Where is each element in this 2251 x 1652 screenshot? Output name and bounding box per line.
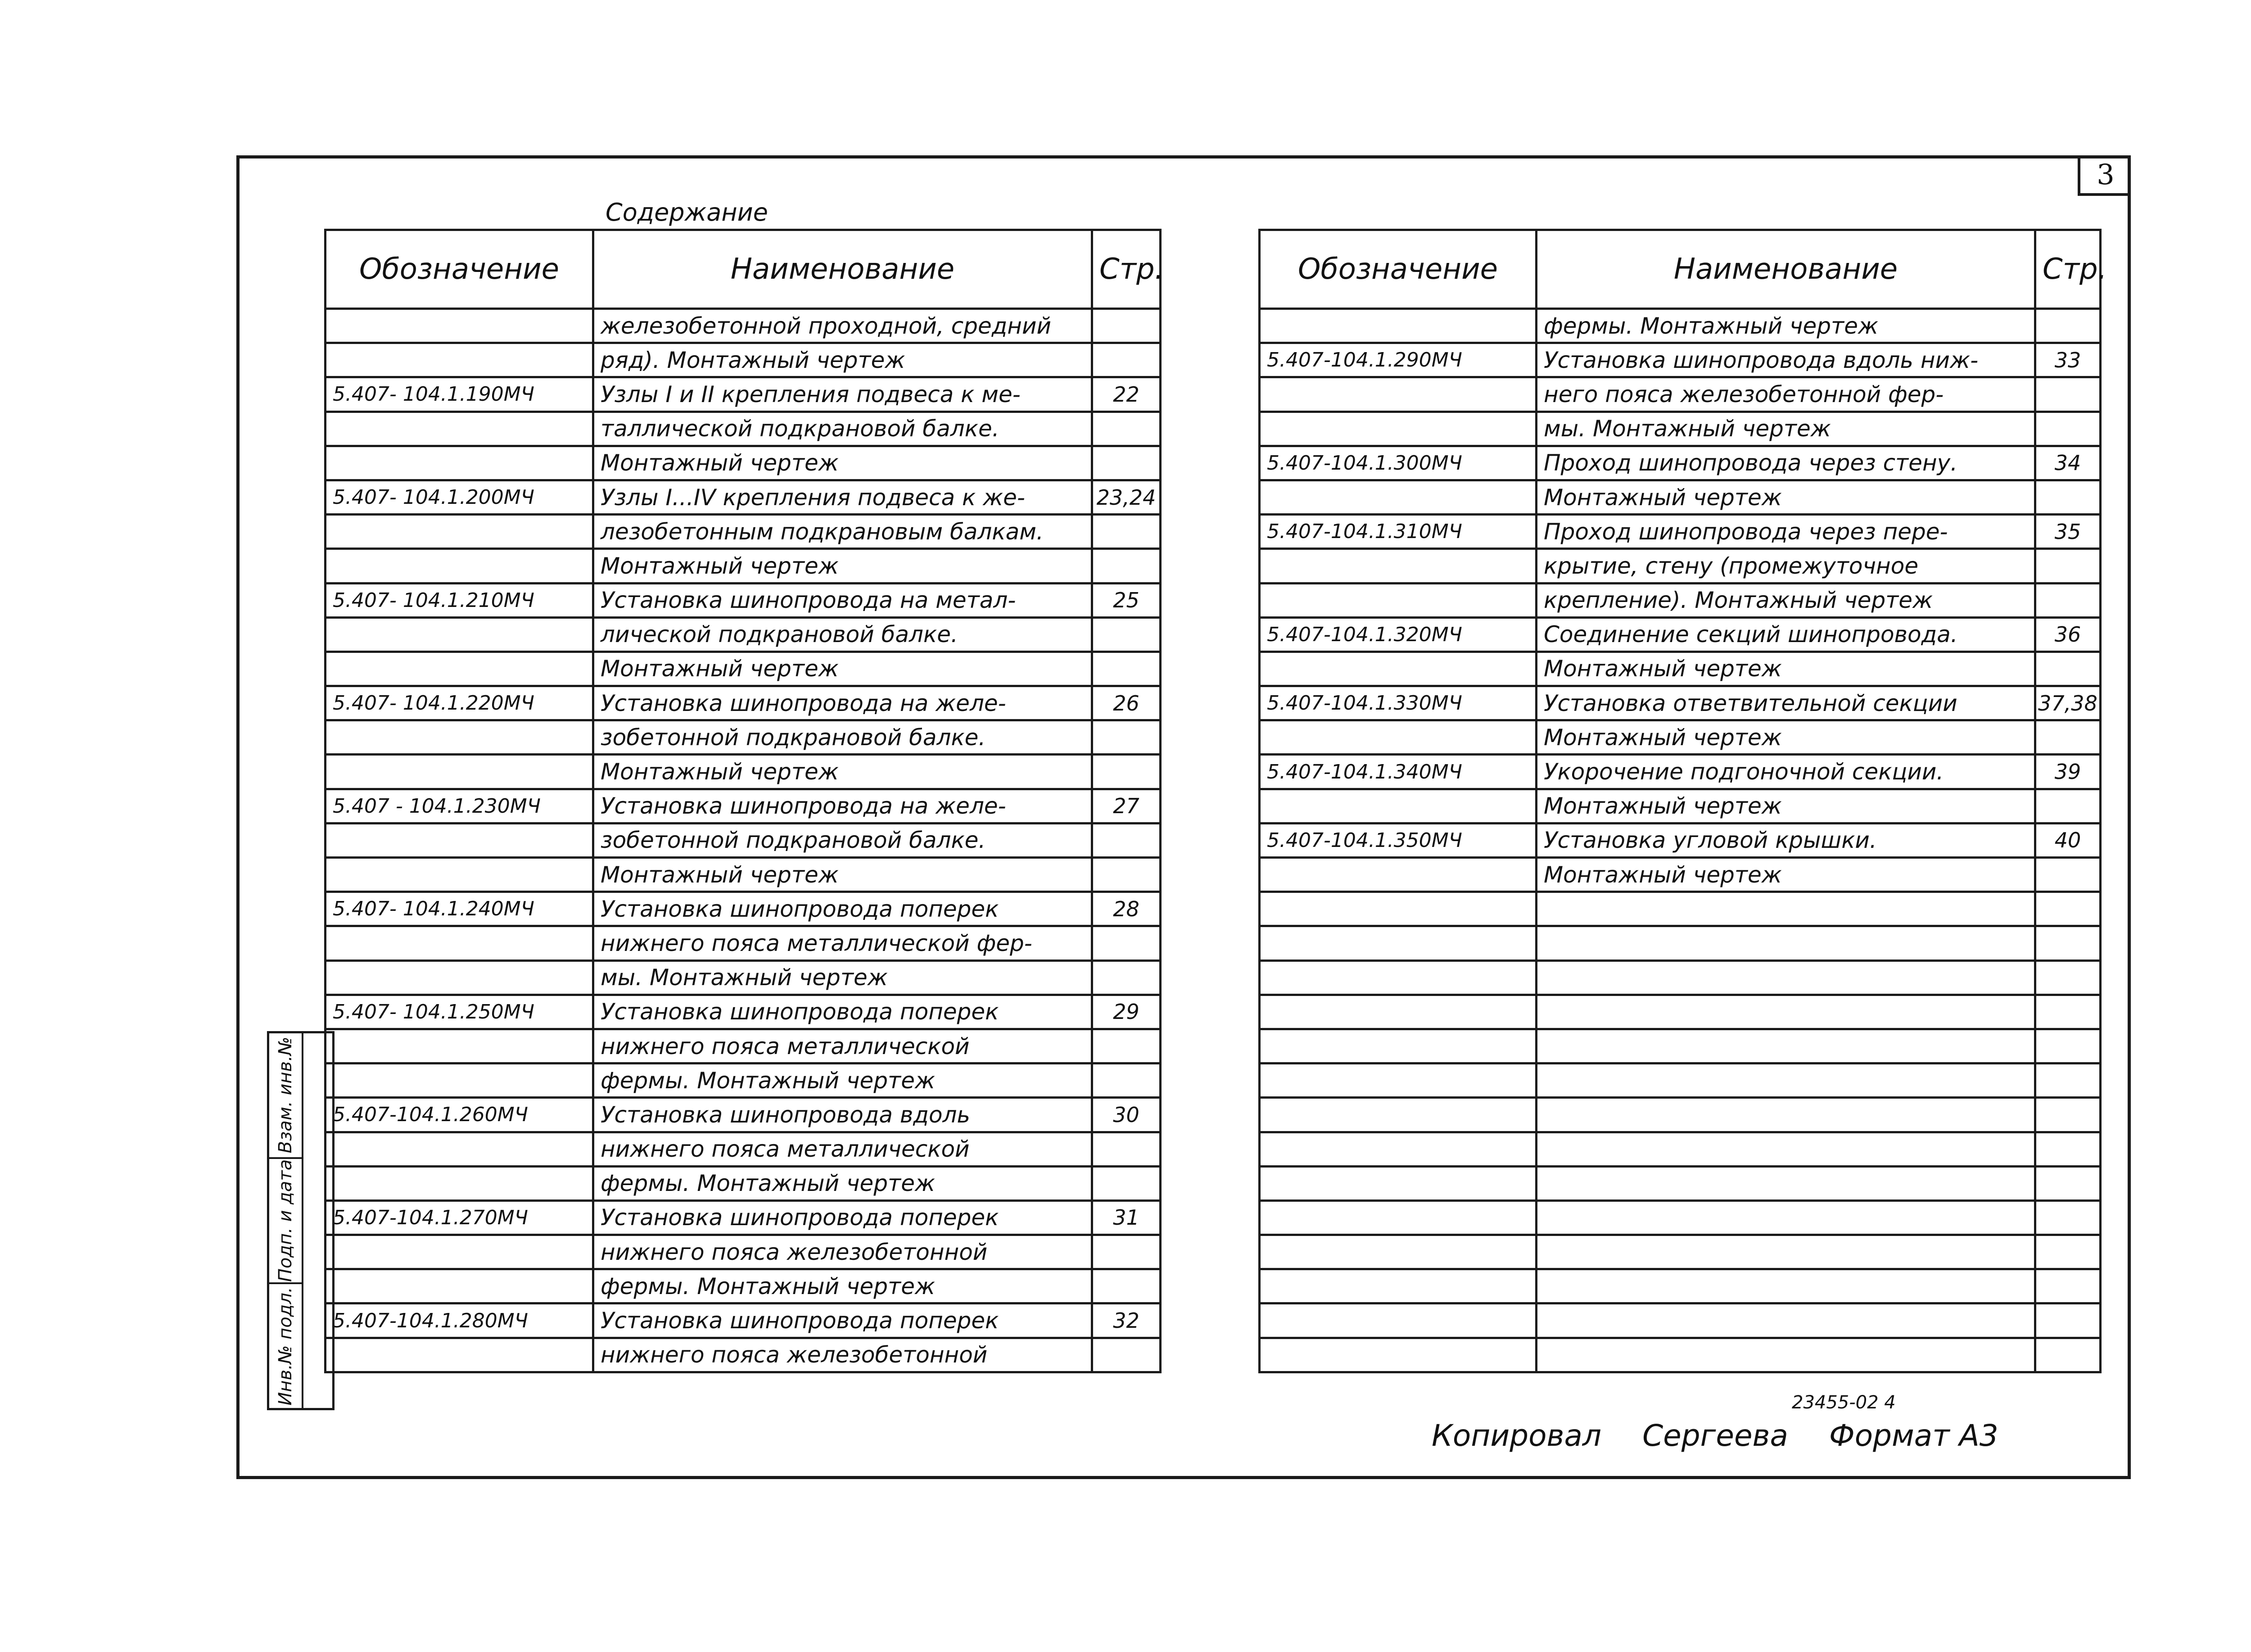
designation-cell <box>1260 549 1537 583</box>
page-cell: 35 <box>2035 515 2101 549</box>
page-cell <box>2035 1235 2101 1269</box>
table-row <box>325 926 1161 960</box>
designation-cell <box>1260 1338 1537 1372</box>
table-row <box>1260 926 2101 960</box>
table-row <box>325 1064 1161 1098</box>
table-row <box>1260 1098 2101 1132</box>
page-cell: 36 <box>2035 617 2101 652</box>
name-cell: Монтажный чертеж <box>593 755 1092 789</box>
table-row <box>1260 1132 2101 1166</box>
designation-cell: 5.407-104.1.300МЧ <box>1260 446 1537 480</box>
table-row <box>325 446 1161 480</box>
page-cell: 22 <box>1092 377 1161 412</box>
page-cell: 27 <box>1092 789 1161 823</box>
name-cell: Установка ответвительной секции <box>1537 686 2035 720</box>
name-cell <box>1537 1166 2035 1200</box>
page-cell <box>2035 377 2101 412</box>
table-row <box>1260 1200 2101 1235</box>
page-cell <box>2035 309 2101 343</box>
page-cell <box>1092 1269 1161 1303</box>
page-cell <box>1092 617 1161 652</box>
name-cell: лезобетонным подкрановым балкам. <box>593 515 1092 549</box>
page-cell <box>2035 1338 2101 1372</box>
page-cell <box>1092 1235 1161 1269</box>
table-row <box>1260 858 2101 892</box>
header-row <box>1260 230 2101 309</box>
page-cell <box>2035 583 2101 617</box>
designation-cell <box>1260 377 1537 412</box>
name-cell: Монтажный чертеж <box>1537 480 2035 514</box>
name-cell: крепление). Монтажный чертеж <box>1537 583 2035 617</box>
table-row <box>1260 1029 2101 1063</box>
name-cell: Монтажный чертеж <box>593 858 1092 892</box>
table-row <box>1260 377 2101 412</box>
table-row <box>325 720 1161 755</box>
designation-cell <box>1260 1064 1537 1098</box>
designation-cell <box>325 960 593 995</box>
designation-cell <box>1260 1269 1537 1303</box>
page-cell <box>1092 960 1161 995</box>
name-cell <box>1537 1098 2035 1132</box>
page-cell <box>1092 1064 1161 1098</box>
contents-table-right <box>1258 229 2107 1373</box>
designation-cell <box>1260 480 1537 514</box>
table-row <box>1260 892 2101 926</box>
header-page: Стр. <box>1092 230 1161 309</box>
page-cell <box>2035 960 2101 995</box>
table-row <box>325 1303 1161 1338</box>
designation-cell: 5.407- 104.1.240МЧ <box>325 892 593 926</box>
table-row <box>325 617 1161 652</box>
name-cell: Узлы I...IV крепления подвеса к же- <box>593 480 1092 514</box>
name-cell: Монтажный чертеж <box>1537 789 2035 823</box>
side-stamp-labels <box>269 1033 303 1408</box>
designation-cell <box>1260 1235 1537 1269</box>
designation-cell: 5.407-104.1.270МЧ <box>325 1200 593 1235</box>
name-cell: зобетонной подкрановой балке. <box>593 720 1092 755</box>
designation-cell <box>1260 412 1537 446</box>
table-row <box>325 1269 1161 1303</box>
designation-cell: 5.407- 104.1.210МЧ <box>325 583 593 617</box>
designation-cell <box>1260 892 1537 926</box>
designation-cell <box>1260 858 1537 892</box>
page-cell: 32 <box>1092 1303 1161 1338</box>
designation-cell <box>325 652 593 686</box>
name-cell: Установка шинопровода поперек <box>593 892 1092 926</box>
side-stamp-cell <box>269 1033 302 1159</box>
name-cell <box>1537 892 2035 926</box>
name-cell: Монтажный чертеж <box>1537 858 2035 892</box>
table-row <box>1260 1303 2101 1338</box>
page-cell: 25 <box>1092 583 1161 617</box>
name-cell <box>1537 1338 2035 1372</box>
table-row <box>325 686 1161 720</box>
page-cell: 26 <box>1092 686 1161 720</box>
name-cell: фермы. Монтажный чертеж <box>593 1269 1092 1303</box>
name-cell: мы. Монтажный чертеж <box>593 960 1092 995</box>
table-row <box>325 1200 1161 1235</box>
page-cell <box>1092 858 1161 892</box>
designation-cell <box>325 1338 593 1372</box>
page-cell <box>1092 1166 1161 1200</box>
page-cell: 28 <box>1092 892 1161 926</box>
name-cell: фермы. Монтажный чертеж <box>593 1166 1092 1200</box>
designation-cell <box>1260 1029 1537 1063</box>
side-stamp-cell <box>269 1159 302 1285</box>
table-row <box>325 343 1161 377</box>
name-cell <box>1537 1064 2035 1098</box>
page-cell: 29 <box>1092 995 1161 1029</box>
table-row <box>1260 960 2101 995</box>
name-cell: Монтажный чертеж <box>593 446 1092 480</box>
page-cell: 37,38 <box>2035 686 2101 720</box>
designation-cell: 5.407-104.1.340МЧ <box>1260 755 1537 789</box>
page-cell <box>1092 412 1161 446</box>
page-cell <box>2035 652 2101 686</box>
page-cell <box>2035 858 2101 892</box>
designation-cell: 5.407-104.1.310МЧ <box>1260 515 1537 549</box>
table-row <box>325 1166 1161 1200</box>
name-cell: Узлы I и II крепления подвеса к ме- <box>593 377 1092 412</box>
designation-cell: 5.407 - 104.1.230МЧ <box>325 789 593 823</box>
designation-cell <box>1260 1132 1537 1166</box>
name-cell <box>1537 1303 2035 1338</box>
name-cell <box>1537 1029 2035 1063</box>
name-cell: Проход шинопровода через стену. <box>1537 446 2035 480</box>
table-row <box>325 823 1161 857</box>
page-cell <box>2035 995 2101 1029</box>
page-cell <box>1092 720 1161 755</box>
page-cell <box>2035 892 2101 926</box>
designation-cell <box>325 549 593 583</box>
page-cell <box>1092 343 1161 377</box>
table-row <box>325 377 1161 412</box>
copied-by: Сергеева <box>1642 1418 1788 1453</box>
table-row <box>1260 652 2101 686</box>
designation-cell <box>1260 1098 1537 1132</box>
table-row <box>1260 1338 2101 1372</box>
designation-cell: 5.407- 104.1.200МЧ <box>325 480 593 514</box>
table-row <box>1260 720 2101 755</box>
designation-cell <box>325 1269 593 1303</box>
table-row <box>1260 617 2101 652</box>
designation-cell <box>325 1235 593 1269</box>
page-cell <box>1092 755 1161 789</box>
name-cell: крытие, стену (промежуточное <box>1537 549 2035 583</box>
header-row <box>325 230 1161 309</box>
table-row <box>325 892 1161 926</box>
designation-cell <box>325 515 593 549</box>
table-row <box>325 1132 1161 1166</box>
page-cell <box>1092 515 1161 549</box>
table-row <box>1260 686 2101 720</box>
table-row <box>325 652 1161 686</box>
designation-cell <box>1260 926 1537 960</box>
table-row <box>1260 1269 2101 1303</box>
name-cell: Установка шинопровода поперек <box>593 1200 1092 1235</box>
page-cell <box>2035 480 2101 514</box>
name-cell: нижнего пояса железобетонной <box>593 1235 1092 1269</box>
contents-table-left <box>324 229 1162 1373</box>
page-cell <box>2035 720 2101 755</box>
sheet-number: 3 <box>2078 155 2131 196</box>
header-designation: Обозначение <box>1260 230 1537 309</box>
designation-cell <box>1260 1200 1537 1235</box>
page-cell <box>1092 549 1161 583</box>
table-row <box>1260 309 2101 343</box>
page-cell <box>1092 926 1161 960</box>
page-cell <box>2035 1098 2101 1132</box>
name-cell: фермы. Монтажный чертеж <box>593 1064 1092 1098</box>
table-row <box>325 858 1161 892</box>
format-label: Формат А3 <box>1829 1418 1998 1453</box>
name-cell <box>1537 1235 2035 1269</box>
table-row <box>1260 446 2101 480</box>
designation-cell <box>325 1064 593 1098</box>
name-cell: Монтажный чертеж <box>593 549 1092 583</box>
page-cell <box>1092 309 1161 343</box>
table-row <box>1260 755 2101 789</box>
table-row <box>325 755 1161 789</box>
designation-cell <box>325 309 593 343</box>
table-row <box>325 549 1161 583</box>
name-cell: таллической подкрановой балке. <box>593 412 1092 446</box>
table-row <box>325 1338 1161 1372</box>
table-row <box>1260 515 2101 549</box>
page-cell: 34 <box>2035 446 2101 480</box>
page-cell <box>2035 1269 2101 1303</box>
footer-note <box>1432 1392 2030 1453</box>
designation-cell: 5.407- 104.1.190МЧ <box>325 377 593 412</box>
designation-cell <box>325 412 593 446</box>
designation-cell <box>325 823 593 857</box>
designation-cell <box>1260 995 1537 1029</box>
name-cell: железобетонной проходной, средний <box>593 309 1092 343</box>
page-cell <box>2035 1029 2101 1063</box>
page-cell: 30 <box>1092 1098 1161 1132</box>
designation-cell <box>1260 1303 1537 1338</box>
table-row <box>325 1098 1161 1132</box>
page-cell: 31 <box>1092 1200 1161 1235</box>
page-cell <box>2035 926 2101 960</box>
name-cell: Установка шинопровода на желе- <box>593 789 1092 823</box>
table-row <box>325 1235 1161 1269</box>
page-cell <box>2035 1166 2101 1200</box>
name-cell <box>1537 1132 2035 1166</box>
designation-cell: 5.407-104.1.350МЧ <box>1260 823 1537 857</box>
name-cell <box>1537 1269 2035 1303</box>
page-cell <box>2035 1132 2101 1166</box>
designation-cell <box>325 1132 593 1166</box>
page-cell <box>1092 446 1161 480</box>
name-cell: Установка угловой крышки. <box>1537 823 2035 857</box>
page-cell <box>2035 412 2101 446</box>
name-cell: Установка шинопровода поперек <box>593 1303 1092 1338</box>
page-cell <box>1092 823 1161 857</box>
table-row <box>325 309 1161 343</box>
name-cell <box>1537 960 2035 995</box>
name-cell: Монтажный чертеж <box>1537 720 2035 755</box>
table-row <box>325 995 1161 1029</box>
designation-cell: 5.407-104.1.320МЧ <box>1260 617 1537 652</box>
designation-cell <box>325 617 593 652</box>
table-row <box>1260 789 2101 823</box>
table-row <box>1260 995 2101 1029</box>
name-cell: него пояса железобетонной фер- <box>1537 377 2035 412</box>
name-cell: лической подкрановой балке. <box>593 617 1092 652</box>
table-row <box>1260 412 2101 446</box>
side-stamp-label: Инв.№ подл. <box>275 1287 296 1406</box>
page-cell: 40 <box>2035 823 2101 857</box>
name-cell: Монтажный чертеж <box>1537 652 2035 686</box>
header-name: Наименование <box>593 230 1092 309</box>
designation-cell <box>1260 309 1537 343</box>
page-cell <box>1092 1029 1161 1063</box>
table-row <box>325 789 1161 823</box>
page-cell <box>2035 549 2101 583</box>
table-row <box>325 583 1161 617</box>
designation-cell <box>325 343 593 377</box>
page-cell <box>2035 1303 2101 1338</box>
designation-cell: 5.407- 104.1.250МЧ <box>325 995 593 1029</box>
page-cell <box>2035 1064 2101 1098</box>
designation-cell: 5.407-104.1.330МЧ <box>1260 686 1537 720</box>
table-row <box>1260 583 2101 617</box>
page-cell: 33 <box>2035 343 2101 377</box>
page-cell: 23,24 <box>1092 480 1161 514</box>
table-row <box>325 1029 1161 1063</box>
table-row <box>1260 1235 2101 1269</box>
designation-cell: 5.407-104.1.290МЧ <box>1260 343 1537 377</box>
name-cell: нижнего пояса металлической фер- <box>593 926 1092 960</box>
name-cell: мы. Монтажный чертеж <box>1537 412 2035 446</box>
designation-cell <box>1260 652 1537 686</box>
name-cell: нижнего пояса металлической <box>593 1029 1092 1063</box>
table-row <box>325 480 1161 514</box>
designation-cell <box>325 858 593 892</box>
name-cell: Установка шинопровода на желе- <box>593 686 1092 720</box>
name-cell: Установка шинопровода на метал- <box>593 583 1092 617</box>
table-row <box>1260 823 2101 857</box>
header-page: Стр. <box>2035 230 2101 309</box>
designation-cell <box>325 926 593 960</box>
side-stamp <box>267 1031 334 1410</box>
page-cell <box>2035 1200 2101 1235</box>
designation-cell <box>325 755 593 789</box>
name-cell: Укорочение подгоночной секции. <box>1537 755 2035 789</box>
name-cell: фермы. Монтажный чертеж <box>1537 309 2035 343</box>
copied-label: Копировал <box>1432 1418 1602 1453</box>
table-row <box>325 412 1161 446</box>
table-row <box>1260 343 2101 377</box>
name-cell: Установка шинопровода вдоль <box>593 1098 1092 1132</box>
name-cell: Установка шинопровода вдоль ниж- <box>1537 343 2035 377</box>
name-cell: Установка шинопровода поперек <box>593 995 1092 1029</box>
table-row <box>1260 1064 2101 1098</box>
designation-cell <box>1260 720 1537 755</box>
name-cell <box>1537 995 2035 1029</box>
name-cell: ряд). Монтажный чертеж <box>593 343 1092 377</box>
table-row <box>1260 480 2101 514</box>
name-cell: Проход шинопровода через пере- <box>1537 515 2035 549</box>
designation-cell <box>1260 1166 1537 1200</box>
designation-cell: 5.407- 104.1.220МЧ <box>325 686 593 720</box>
page-cell <box>1092 1338 1161 1372</box>
designation-cell <box>1260 583 1537 617</box>
page-cell <box>1092 1132 1161 1166</box>
table-row <box>1260 549 2101 583</box>
designation-cell <box>325 720 593 755</box>
contents-caption: Содержание <box>606 198 768 226</box>
name-cell <box>1537 1200 2035 1235</box>
page-cell: 39 <box>2035 755 2101 789</box>
name-cell: нижнего пояса железобетонной <box>593 1338 1092 1372</box>
name-cell: Монтажный чертеж <box>593 652 1092 686</box>
doc-code: 23455-02 4 <box>1792 1392 1896 1413</box>
designation-cell <box>325 1166 593 1200</box>
name-cell: нижнего пояса металлической <box>593 1132 1092 1166</box>
page-cell <box>2035 789 2101 823</box>
designation-cell <box>1260 789 1537 823</box>
table-row <box>1260 1166 2101 1200</box>
side-stamp-cell <box>269 1284 302 1408</box>
header-name: Наименование <box>1537 230 2035 309</box>
page-cell <box>1092 652 1161 686</box>
side-stamp-label: Взам. инв.№ <box>275 1036 296 1154</box>
designation-cell <box>325 1029 593 1063</box>
name-cell: зобетонной подкрановой балке. <box>593 823 1092 857</box>
side-stamp-label: Подп. и дата <box>275 1159 296 1282</box>
table-row <box>325 960 1161 995</box>
designation-cell <box>1260 960 1537 995</box>
name-cell <box>1537 926 2035 960</box>
table-row <box>325 515 1161 549</box>
designation-cell <box>325 446 593 480</box>
name-cell: Соединение секций шинопровода. <box>1537 617 2035 652</box>
header-designation: Обозначение <box>325 230 593 309</box>
designation-cell: 5.407-104.1.260МЧ <box>325 1098 593 1132</box>
designation-cell: 5.407-104.1.280МЧ <box>325 1303 593 1338</box>
